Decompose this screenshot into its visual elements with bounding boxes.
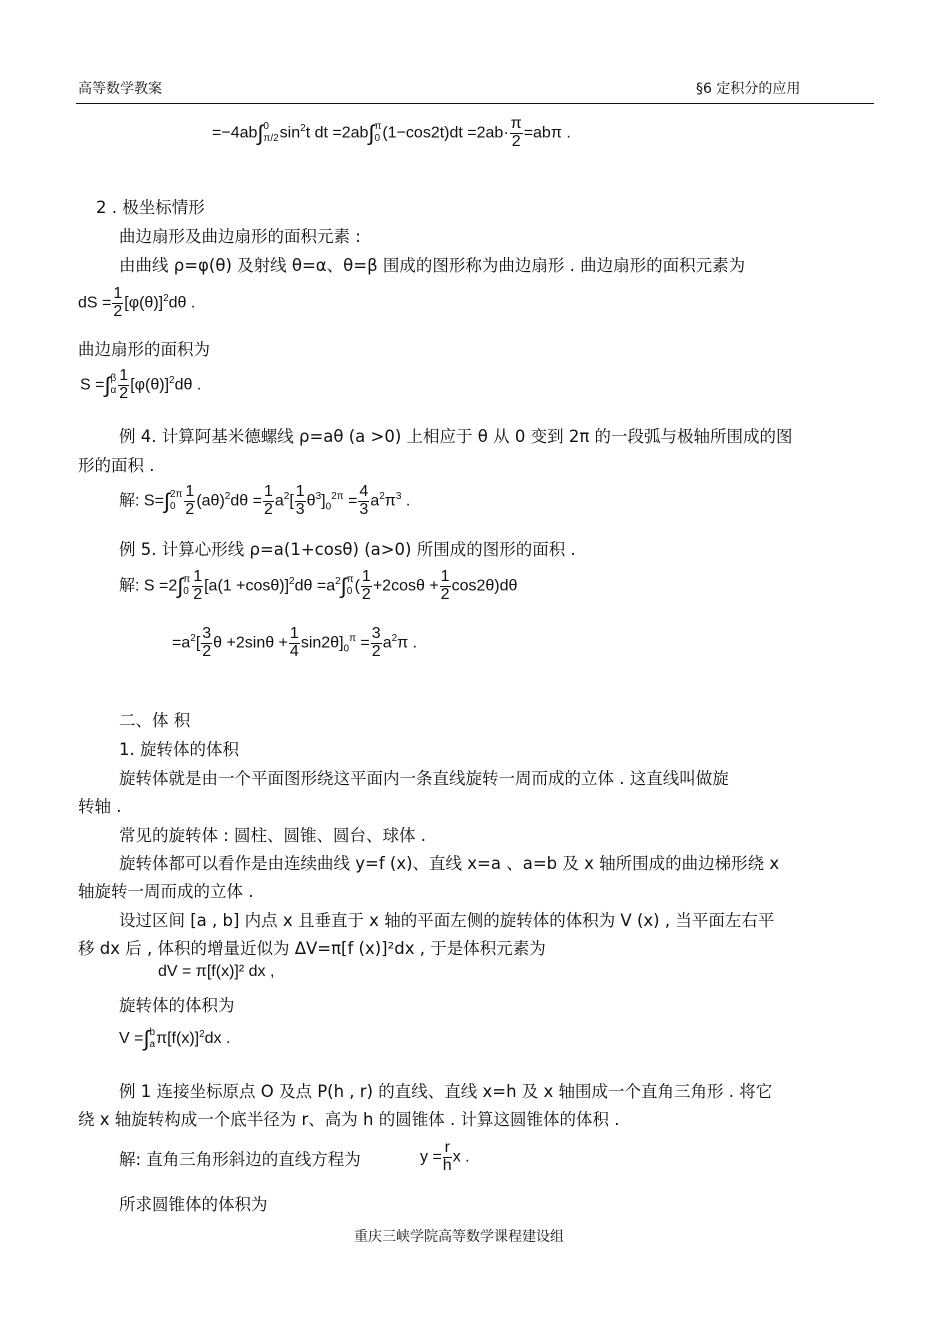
cone-volume-label: 所求圆锥体的体积为 [119, 1195, 268, 1214]
paragraph-3-line-2: 轴旋转一周而成的立体 . [78, 882, 254, 901]
section-rotation-subtitle: 1. 旋转体的体积 [119, 740, 239, 759]
footer: 重庆三峡学院高等数学课程建设组 [354, 1229, 564, 1245]
paragraph-4-line-2: 移 dx 后 , 体积的增量近似为 ΔV=π[f (x)]²dx , 于是体积元素为 [78, 939, 546, 958]
section-volume-title: 二、体 积 [119, 711, 191, 730]
header-divider [76, 103, 874, 104]
formula-example-5-solution-1: 解: S =2∫ π 0 $\frac{1}{2}$ $[a(1 +\cos\theta)]^2d\theta =a^2\int$ π 0 ( $\frac{1}{2}$ +2cosθ + $\frac{1}{2}$ cos2θ)dθ [119, 568, 518, 603]
formula-area-element: dS = $\frac{1}{2}$ $[\varphi(\theta)]^2d\theta$ . [78, 285, 196, 320]
formula-sector-area: S =∫ β α $\frac{1}{2}$ $[\varphi(\theta)]^2d\theta$ . [80, 367, 202, 402]
formula-example-4-solution: 解: S=∫ 2π 0 $\frac{1}{2}$ $(a\theta)^2d\theta$ = $\frac{1}{2}$ $a^2$[ $\frac{1}{3}$ $\theta^3]_0^{2\pi}$ = $\frac{4}{3}$ $a^2\pi^3$ . [119, 483, 411, 518]
formula-volume-element: dV = π[f(x)]² dx , [158, 963, 275, 980]
paragraph-1-line-2: 转轴 . [78, 797, 122, 816]
example-5: 例 5. 计算心形线 ρ=a(1+cosθ) (a>0) 所围成的图形的面积 . [119, 540, 576, 559]
formula-volume: V =∫ b a $\pi[f(x)]^2dx$ . [119, 1026, 231, 1051]
solution-line-equation-label: 解: 直角三角形斜边的直线方程为 [119, 1150, 361, 1169]
example-1-line-1: 例 1 连接坐标原点 O 及点 P(h , r) 的直线、直线 x=h 及 x 轴围成一个直角三角形 . 将它 [119, 1082, 773, 1101]
section-polar-subtitle: 曲边扇形及曲边扇形的面积元素 : [119, 227, 361, 246]
header-section-title: §6 定积分的应用 [696, 81, 801, 97]
header-course-title: 高等数学教案 [78, 81, 162, 97]
example-4-line-1: 例 4. 计算阿基米德螺线 ρ=aθ (a >0) 上相应于 θ 从 0 变到 2π 的一段弧与极轴所围成的图 [119, 427, 793, 446]
example-4-line-2: 形的面积 . [78, 456, 155, 475]
paragraph-4-line-1: 设过区间 [a , b] 内点 x 且垂直于 x 轴的平面左侧的旋转体的体积为 V (x) , 当平面左右平 [119, 911, 775, 930]
polar-description: 由曲线 ρ=φ(θ) 及射线 θ=α、θ=β 围成的图形称为曲边扇形 . 曲边扇形的面积元素为 [119, 256, 746, 275]
volume-is-label: 旋转体的体积为 [119, 996, 235, 1015]
paragraph-2: 常见的旋转体 : 圆柱、圆锥、圆台、球体 . [119, 826, 427, 845]
area-is-label: 曲边扇形的面积为 [78, 340, 210, 359]
formula-example-5-solution-2: $=a^2$[ $\frac{3}{2}$ θ +2sinθ + $\frac{1}{4}$ $\sin 2\theta]_0^\pi$ = $\frac{3}{2}$ $a^2\pi$ . [172, 625, 418, 660]
paragraph-1-line-1: 旋转体就是由一个平面图形绕这平面内一条直线旋转一周而成的立体 . 这直线叫做旋 [119, 769, 729, 788]
section-polar-title: 2 . 极坐标情形 [96, 198, 205, 217]
formula-line-equation: y = $\frac{r}{h}$ x . [420, 1139, 470, 1174]
paragraph-3-line-1: 旋转体都可以看作是由连续曲线 y=f (x)、直线 x=a 、a=b 及 x 轴所围成的曲边梯形绕 x [119, 854, 780, 873]
formula-ellipse-area: =−4ab∫ 0 π/2 $\sin^2t$ dt =2ab∫ π 0 (1−cos2t)dt =2ab· $\frac{\pi}{2}$ =abπ . [212, 115, 571, 150]
example-1-line-2: 绕 x 轴旋转构成一个底半径为 r、高为 h 的圆锥体 . 计算这圆锥体的体积 . [78, 1110, 620, 1129]
